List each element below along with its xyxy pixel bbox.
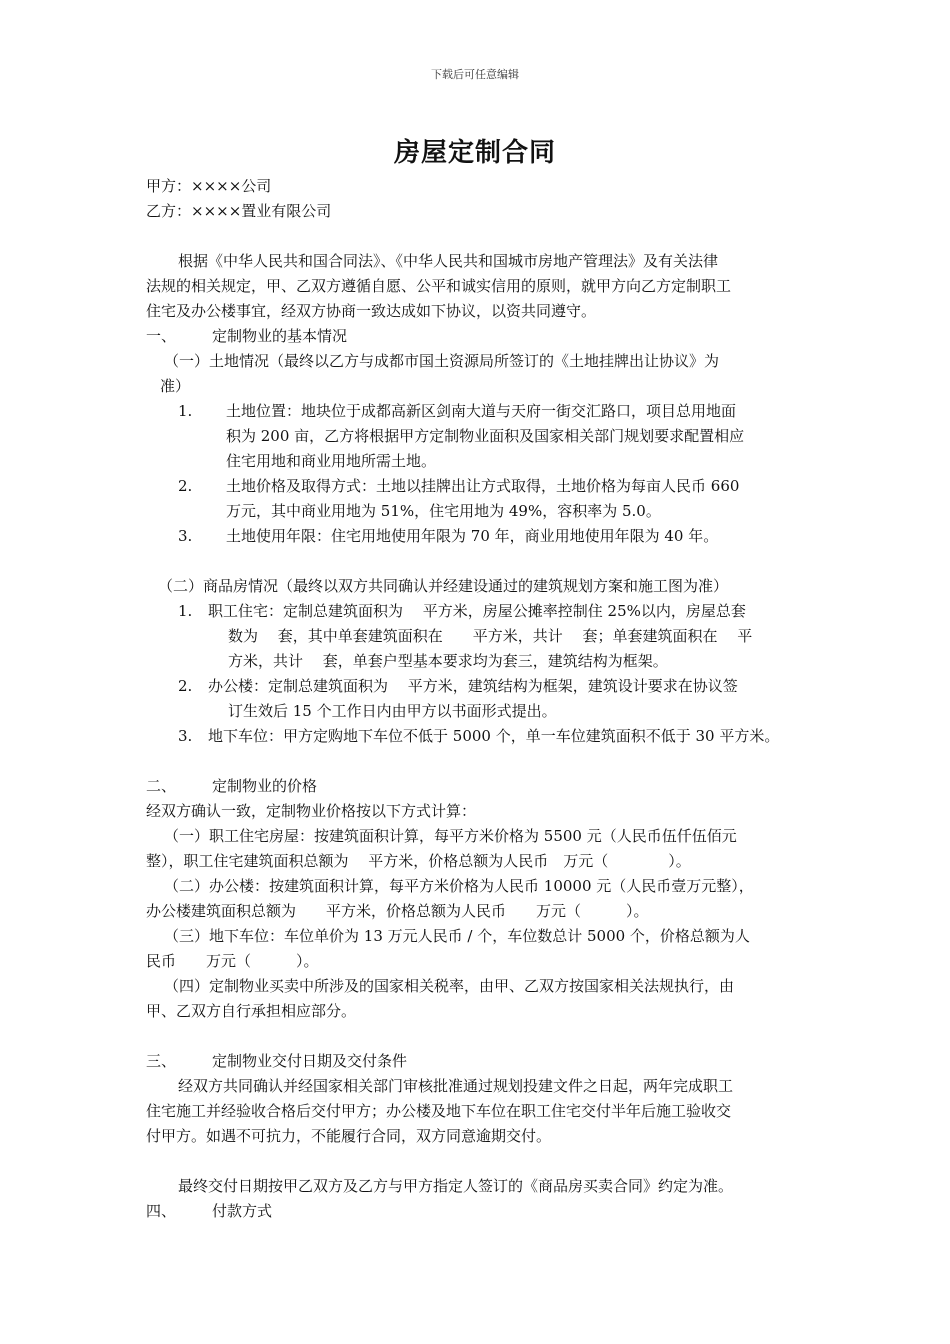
paragraph-line: 付甲方。如遇不可抗力，不能履行合同，双方同意逾期交付。 (146, 1127, 552, 1145)
item-line: 职工住宅：定制总建筑面积为 平方米，房屋公摊率控制住 25%以内，房屋总套 (208, 602, 746, 620)
item-number: 3. (178, 527, 193, 545)
section-intro: 经双方确认一致，定制物业价格按以下方式计算： (146, 802, 477, 820)
item-line: 数为 套，其中单套建筑面积在 平方米，共计 套；单套建筑面积在 平 (228, 627, 753, 645)
paragraph-line: 住宅施工并经验收合格后交付甲方；办公楼及地下车位在职工住宅交付半年后施工验收交 (146, 1102, 732, 1120)
preamble-line: 住宅及办公楼事宜，经双方协商一致达成如下协议，以资共同遵守。 (146, 302, 597, 320)
item-line: 万元，其中商业用地为 51%，住宅用地为 49%，容积率为 5.0。 (226, 502, 661, 520)
paragraph-line: 最终交付日期按甲乙双方及乙方与甲方指定人签订的《商品房买卖合同》约定为准。 (178, 1177, 734, 1195)
item-line: 办公楼：定制总建筑面积为 平方米，建筑结构为框架，建筑设计要求在协议签 (208, 677, 738, 695)
item-number: 2. (178, 677, 193, 695)
item-line: 土地位置：地块位于成都高新区剑南大道与天府一街交汇路口，项目总用地面 (226, 402, 737, 420)
price-item-line: （一）职工住宅房屋：按建筑面积计算，每平方米价格为 5500 元（人民币伍仟伍佰元 (164, 827, 737, 845)
item-line: 土地使用年限：住宅用地使用年限为 70 年，商业用地使用年限为 40 年。 (226, 527, 719, 545)
section-number: 一、 (146, 327, 177, 345)
item-line: 订生效后 15 个工作日内由甲方以书面形式提出。 (228, 702, 557, 720)
subsection-heading: 准） (160, 377, 191, 395)
section-title: 定制物业的基本情况 (212, 327, 348, 345)
price-item-line: （三）地下车位：车位单价为 13 万元人民币 / 个，车位数总计 5000 个，价格总额为人 (164, 927, 750, 945)
item-line: 积为 200 亩，乙方将根据甲方定制物业面积及国家相关部门规划要求配置相应 (226, 427, 745, 445)
item-number: 2. (178, 477, 193, 495)
subsection-heading: （二）商品房情况（最终以双方共同确认并经建设通过的建筑规划方案和施工图为准） (158, 577, 729, 595)
preamble-line: 法规的相关规定，甲、乙双方遵循自愿、公平和诚实信用的原则，就甲方向乙方定制职工 (146, 277, 732, 295)
section-number: 四、 (146, 1202, 177, 1220)
price-item-line: （四）定制物业买卖中所涉及的国家相关税率，由甲、乙双方按国家相关法规执行，由 (164, 977, 735, 995)
item-number: 1. (178, 402, 193, 420)
preamble-line: 根据《中华人民共和国合同法》、《中华人民共和国城市房地产管理法》及有关法律 (178, 252, 719, 270)
party-a: 甲方：××××公司 (146, 177, 272, 195)
section-title: 定制物业的价格 (212, 777, 318, 795)
section-number: 三、 (146, 1052, 177, 1070)
item-number: 1. (178, 602, 193, 620)
section-title: 定制物业交付日期及交付条件 (212, 1052, 408, 1070)
subsection-heading: （一）土地情况（最终以乙方与成都市国土资源局所签订的《土地挂牌出让协议》为 (164, 352, 720, 370)
price-item-line: （二）办公楼：按建筑面积计算，每平方米价格为人民币 10000 元（人民币壹万元整）， (164, 877, 754, 895)
item-line: 方米，共计 套，单套户型基本要求均为套三，建筑结构为框架。 (228, 652, 668, 670)
section-title: 付款方式 (212, 1202, 273, 1220)
paragraph-line: 经双方共同确认并经国家相关部门审核批准通过规划投建文件之日起，两年完成职工 (178, 1077, 734, 1095)
price-item-line: 甲、乙双方自行承担相应部分。 (146, 1002, 357, 1020)
item-line: 地下车位：甲方定购地下车位不低于 5000 个，单一车位建筑面积不低于 30 平方米。 (208, 727, 780, 745)
price-item-line: 民币 万元（ ）。 (146, 952, 319, 970)
price-item-line: 办公楼建筑面积总额为 平方米，价格总额为人民币 万元（ ）。 (146, 902, 649, 920)
item-line: 住宅用地和商业用地所需土地。 (226, 452, 437, 470)
section-number: 二、 (146, 777, 177, 795)
price-item-line: 整），职工住宅建筑面积总额为 平方米，价格总额为人民币 万元（ ）。 (146, 852, 691, 870)
item-line: 土地价格及取得方式：土地以挂牌出让方式取得，土地价格为每亩人民币 660 (226, 477, 740, 495)
party-b: 乙方：××××置业有限公司 (146, 202, 332, 220)
item-number: 3. (178, 727, 193, 745)
header-note: 下载后可任意编辑 (431, 68, 519, 81)
page-title: 房屋定制合同 (393, 138, 556, 168)
